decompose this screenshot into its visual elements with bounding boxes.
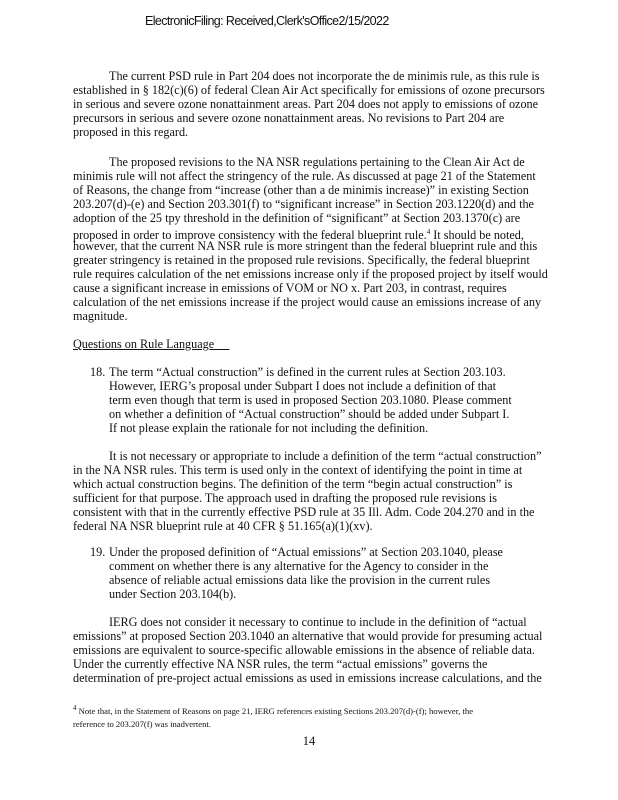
text-line: precursors in serious and severe ozone nonattainment areas. No revisions to Part 204 are [73,111,505,125]
text-line: Under the currently effective NA NSR rules, the term “actual emissions” governs the [73,657,488,671]
text-line: comment on whether there is any alternative for the Agency to consider in the [109,559,489,573]
text-line: cause a significant increase in emissions of VOM or NO x. Part 203, in contrast, requires [73,281,507,295]
footnote [73,702,543,731]
electronic-filing-header: ElectronicFiling: Received,Clerk'sOffice2/15/2022 [145,14,389,28]
text-line: sufficient for that purpose. The approach used in drafting the proposed rule revisions is [73,491,497,505]
text-line: minimis rule will not affect the stringency of the rule. As discussed at page 21 of the Statement [73,169,536,183]
text-segment: proposed in order to improve consistency with the federal blueprint rule. [73,228,427,243]
text-line: adoption of the 25 tpy threshold in the definition of “significant” at Section 203.1370(c) are [73,211,521,225]
text-line: If not please explain the rationale for not including the definition. [109,421,429,435]
section-heading [73,337,229,352]
text-line: emissions” at proposed Section 203.1040 an alternative that would provide for presuming actual [73,629,543,643]
text-line: however, that the current NA NSR rule is more stringent than the federal blueprint rule and this [73,239,538,253]
paragraph-na-nsr-revisions [73,155,573,323]
text-line: IERG does not consider it necessary to continue to include in the definition of “actual [109,615,527,629]
text-line: on whether a definition of “Actual construction” should be added under Subpart I. [109,407,510,421]
text-line: determination of pre-project actual emissions as used in emissions increase calculations, and the [73,671,542,685]
text-line: in serious and severe ozone nonattainment areas. Part 204 does not apply to emissions of ozone [73,97,539,111]
text-line: greater stringency is retained in the proposed rule revisions. Specifically, the federal blueprint [73,253,530,267]
text-line: proposed in this regard. [73,125,189,139]
footnote-line: Note that, in the Statement of Reasons on page 21, IERG references existing Sections 203.207(d)-(f); however, the [76,705,474,716]
text-line: It is not necessary or appropriate to include a definition of the term “actual construction” [109,449,542,463]
text-line: emissions are equivalent to source-specific allowable emissions in the absence of reliable data. [73,643,535,657]
text-line: term even though that term is used in proposed Section 203.1080. Please comment [109,393,512,407]
question-18 [90,365,590,435]
text-line: federal NA NSR blueprint rule at 40 CFR § 51.165(a)(1)(xv). [73,519,373,533]
text-segment: It should be noted, [430,228,524,243]
text-line: magnitude. [73,309,128,323]
text-line: 203.207(d)-(e) and Section 203.301(f) to “significant increase” in Section 203.1220(d) and the [73,197,534,211]
footnote-reference[interactable]: 4 [426,228,431,236]
paragraph-psd-rule [73,69,573,139]
text-line: The current PSD rule in Part 204 does not incorporate the de minimis rule, as this rule is [109,69,540,83]
footnote-line: reference to 203.207(f) was inadvertent. [73,718,211,729]
text-line: in the NA NSR rules. This term is used only in the context of identifying the point in time at [73,463,523,477]
text-line: calculation of the net emissions increase if the project would cause an emissions increase of any [73,295,542,309]
page-number: 14 [302,734,316,748]
text-line: consistent with that in the currently effective PSD rule at 35 Ill. Adm. Code 204.270 and in the [73,505,535,519]
text-line: However, IERG’s proposal under Subpart I does not include a definition of that [109,379,497,393]
footnote-mark: 4 [73,704,77,712]
text-line: of Reasons, the change from “increase (other than a de minimis increase)” in existing Section [73,183,529,197]
text-line: Under the proposed definition of “Actual emissions” at Section 203.1040, please [109,545,503,559]
question-19 [90,545,590,601]
question-number: 18. [90,365,106,379]
answer-18 [73,449,573,533]
text-line [73,225,573,243]
question-number: 19. [90,545,106,559]
text-line: The proposed revisions to the NA NSR regulations pertaining to the Clean Air Act de [109,155,525,169]
text-line: which actual construction begins. The definition of the term “begin actual construction” is [73,477,513,491]
text-line: The term “Actual construction” is defined in the current rules at Section 203.103. [109,365,506,379]
answer-19 [73,615,573,685]
text-line: absence of reliable actual emissions data like the provision in the current rules [109,573,491,587]
text-line: rule requires calculation of the net emissions increase only if the proposed project by itself would [73,267,548,281]
text-line: established in § 182(c)(6) of federal Clean Air Act specifically for emissions of ozone precursors [73,83,545,97]
text-line: under Section 203.104(b). [109,587,237,601]
section-heading-text: Questions on Rule Language [73,337,215,351]
